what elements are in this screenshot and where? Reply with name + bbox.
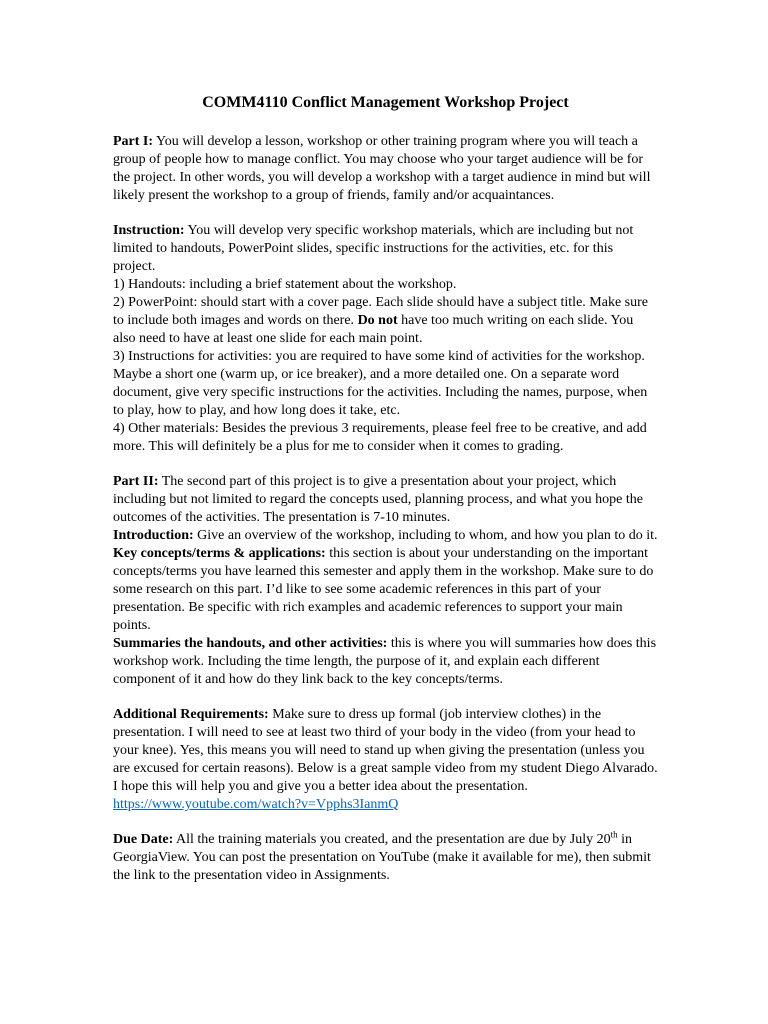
summaries-text: this is where you will summaries how does this workshop work. Including the time length, the purpose of it, and explain each different component of it and how do they link back to the key concepts/terms. <box>113 636 657 687</box>
due-date-text-b: in GeorgiaView. You can post the presentation on YouTube (make it available for me), then submit the link to the presentation video in Assignments. <box>113 832 651 883</box>
powerpoint-do-not: Do not <box>357 313 398 328</box>
powerpoint-text-b: have too much writing on each slide. You also need to have at least one slide for each main point. <box>113 313 634 346</box>
additional-requirements-text: Make sure to dress up formal (job interview clothes) in the presentation. I will need to see at least two third of your body in the video (from your head to your knee). Yes, this means you will need to stand up when giving the presentation (unless you are excused for certain reasons). Below is a great sample video from my student Diego Alvarado. I hope this will help you and give you a better idea about the presentation. <box>113 707 658 794</box>
document-title: COMM4110 Conflict Management Workshop Project <box>202 94 569 111</box>
summaries-label: Summaries the handouts, and other activities: <box>113 636 388 651</box>
key-concepts-text: this section is about your understanding on the important concepts/terms you have learned this semester and apply them in the workshop. Make sure to do some research on this part. I’d like to see some academic references in this part of your presentation. Be specific with rich examples and academic references to support your main points. <box>113 546 654 633</box>
introduction-text: Give an overview of the workshop, including to whom, and how you plan to do it. <box>193 528 658 543</box>
summaries-paragraph <box>113 635 658 689</box>
part2-section <box>113 473 658 689</box>
instruction-paragraph <box>113 222 658 276</box>
additional-requirements-label: Additional Requirements: <box>113 707 269 722</box>
part1-paragraph <box>113 133 658 205</box>
sample-video-link[interactable]: https://www.youtube.com/watch?v=Vpphs3IanmQ <box>113 797 399 812</box>
introduction-label: Introduction: <box>113 528 194 543</box>
instruction-label: Instruction: <box>113 223 185 238</box>
key-concepts-paragraph <box>113 545 658 635</box>
introduction-paragraph <box>113 527 658 545</box>
instruction-text: You will develop very specific workshop materials, which are including but not limited to handouts, PowerPoint slides, specific instructions for the activities, etc. for this project. <box>113 223 634 274</box>
instruction-section <box>113 222 658 456</box>
instruction-item-other: 4) Other materials: Besides the previous 3 requirements, please feel free to be creative, and add more. This will definitely be a plus for me to consider when it comes to grading. <box>113 421 647 454</box>
due-date-superscript: th <box>610 829 618 840</box>
additional-requirements-paragraph <box>113 706 658 814</box>
part1-label: Part I: <box>113 134 154 149</box>
due-date-text-a: All the training materials you created, and the presentation are due by July 20 <box>173 832 611 847</box>
instruction-item-powerpoint <box>113 294 658 348</box>
key-concepts-label: Key concepts/terms & applications: <box>113 546 326 561</box>
part2-text: The second part of this project is to give a presentation about your project, which including but not limited to regard the concepts used, planning process, and what you hope the outcomes of the activities. The presentation is 7-10 minutes. <box>113 474 643 525</box>
document-page <box>113 93 658 902</box>
part1-text: You will develop a lesson, workshop or other training program where you will teach a group of people how to manage conflict. You may choose who your target audience will be for the project. In other words, you will develop a workshop with a target audience in mind but will likely present the workshop to a group of friends, family and/or acquaintances. <box>113 134 651 203</box>
instruction-item-handouts: 1) Handouts: including a brief statement about the workshop. <box>113 277 457 292</box>
powerpoint-text-a: 2) PowerPoint: should start with a cover page. Each slide should have a subject title. Make sure to include both images and words on there. <box>113 295 648 328</box>
instruction-item-activities: 3) Instructions for activities: you are required to have some kind of activities for the workshop. Maybe a short one (warm up, or ice breaker), and a more detailed one. On a separate word document, give very specific instructions for the activities. Including the names, purpose, when to play, how to play, and how long does it take, etc. <box>113 349 648 418</box>
part2-paragraph <box>113 473 658 527</box>
due-date-paragraph <box>113 831 658 885</box>
due-date-label: Due Date: <box>113 832 174 847</box>
part2-label: Part II: <box>113 474 159 489</box>
